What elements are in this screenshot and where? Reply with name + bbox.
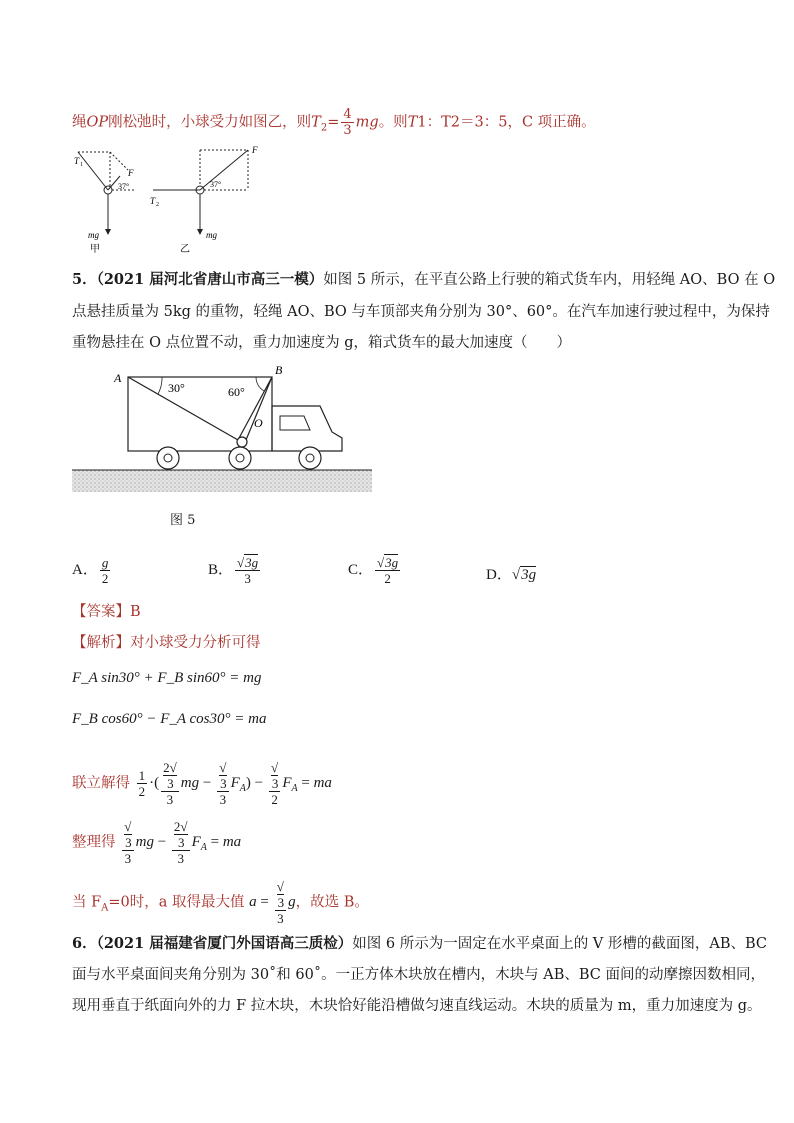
label-o: O (254, 416, 263, 430)
previous-answer-line (72, 107, 596, 138)
jia-caption: 甲 (90, 244, 100, 255)
option-b (208, 555, 262, 586)
diagram-yi (150, 145, 258, 255)
figure-5-truck (70, 362, 375, 500)
option-a-den: 2 (101, 571, 109, 586)
option-c-label: C． (348, 561, 374, 578)
q5-solve-line (72, 760, 332, 807)
q5-equation-1: F_A sin30° + F_B sin60° = mg (72, 670, 262, 686)
yi-angle: 37° (210, 180, 222, 189)
q5-options (72, 545, 712, 585)
prev-op: OP (86, 114, 109, 131)
option-d-value: 3g (521, 567, 537, 583)
option-a-label: A． (72, 561, 98, 578)
jia-f-label: F (128, 168, 134, 178)
conclusion-sub: A (101, 902, 109, 914)
q5-conclusion (72, 879, 369, 926)
yi-mg: mg (206, 230, 217, 240)
q5-text-2: 点悬挂质量为 5kg 的重物，轻绳 AO、BO 与车顶部夹角分别为 30°、60°。在汽车加速行驶过程中，为保持 (72, 304, 770, 320)
yi-t2-label: T (150, 196, 156, 206)
yi-f-label: F (252, 145, 258, 155)
option-b-den: 3 (244, 571, 251, 586)
prev-text-2: 刚松弛时，小球受力如图乙，则 (108, 114, 312, 131)
label-a: A (114, 371, 122, 385)
weight-o (237, 437, 247, 447)
prev-fraction (341, 107, 353, 138)
simplify-label: 整理得 (72, 834, 116, 851)
option-c-frac (375, 555, 400, 586)
cab-window (280, 416, 310, 430)
q6-text-1: 如图 6 所示为一固定在水平桌面上的 V 形槽的截面图，AB、BC (352, 936, 768, 952)
q5-analysis: 【解析】对小球受力分析可得 (72, 635, 261, 651)
q5-number: 5． (72, 271, 97, 288)
q5-line-3 (72, 333, 571, 353)
q6-text-2: 面与水平桌面间夹角分别为 30˚和 60˚。一正方体木块放在槽内，木块与 AB、BC 面间的动摩擦因数相同， (72, 967, 765, 983)
conclusion-end: ，故选 B。 (295, 894, 369, 911)
solve-label: 联立解得 (72, 775, 130, 792)
q6-text-3: 现用垂直于纸面向外的力 F 拉木块，木块恰好能沿槽做匀速直线运动。木块的质量为 m，重力加速度为 g。 (72, 998, 762, 1014)
jia-angle: 37° (118, 182, 130, 191)
jia-t1-label: T (74, 156, 80, 166)
prev-frac-num: 4 (343, 107, 352, 122)
force-diagrams (70, 142, 280, 260)
q5-text-1: 如图 5 所示，在平直公路上行驶的箱式货车内，用轻绳 AO、BO 在 O (323, 272, 776, 288)
q6-line-1 (72, 934, 767, 954)
truck-cab (272, 406, 342, 451)
prev-t2-sub: 2 (320, 122, 328, 134)
option-d: D．√3g (486, 567, 537, 583)
solve-expression: $\frac{1}{2}$ ·( 2√ 3 3 mg − √ 3 3 $F_A$) − √ 3 2 $F_A$ = ma (138, 760, 332, 807)
option-b-frac (235, 555, 260, 586)
option-c-num: √3g (377, 555, 399, 570)
jia-t1-sub: 1 (80, 162, 83, 168)
angle-30: 30° (168, 381, 185, 395)
option-b-num: √3g (237, 555, 259, 570)
q6-line-2 (72, 965, 765, 985)
q5-equation-2: F_B cos60° − F_A cos30° = ma (72, 711, 267, 727)
prev-text-3: 。则 (378, 114, 408, 131)
option-a (72, 555, 112, 586)
jia-mg: mg (88, 230, 99, 240)
simplify-expression: √ 3 3 mg − 2√ 3 3 $F_A$ = ma (120, 834, 241, 850)
prev-frac-den: 3 (343, 123, 352, 138)
prev-text-1: 绳 (72, 114, 87, 131)
prev-mg: mg (355, 114, 379, 131)
ground (72, 470, 372, 492)
prev-ratio-text: 1：T (417, 114, 451, 131)
cargo-box (128, 377, 272, 451)
option-b-num-text: 3g (245, 555, 259, 570)
conclusion-formula: a = √ 3 3 g (249, 879, 296, 926)
option-a-num: g (101, 555, 109, 570)
option-c (348, 555, 402, 586)
q6-line-3 (72, 996, 762, 1016)
label-b: B (275, 363, 283, 377)
q6-source: （2021 届福建省厦门外国语高三质检） (96, 935, 353, 952)
yi-caption: 乙 (180, 244, 190, 255)
q5-text-3: 重物悬挂在 O 点位置不动，重力加速度为 g，箱式货车的最大加速度（ ） (72, 335, 571, 351)
prev-t2: T (311, 114, 321, 131)
q6-number: 6． (72, 935, 97, 952)
q5-source: （2021 届河北省唐山市高三一模） (96, 271, 324, 288)
option-c-den: 2 (384, 571, 391, 586)
figure-5-caption: 图 5 (170, 513, 196, 528)
option-d-label: D． (486, 567, 512, 583)
option-a-frac (100, 555, 111, 586)
prev-eq: = (327, 114, 340, 131)
yi-t2-sub: 2 (156, 202, 159, 208)
wheels (157, 447, 321, 469)
q5-answer: 【答案】B (72, 604, 141, 620)
angle-60: 60° (228, 385, 245, 399)
q5-line-2 (72, 302, 770, 322)
option-b-label: B． (208, 561, 234, 578)
q5-line-1 (72, 270, 775, 290)
q5-simplify-line (72, 819, 242, 866)
conclusion-mid: =0时，a 取得最大值 (108, 894, 245, 911)
conclusion-pre: 当 F (72, 894, 102, 911)
prev-ratio-text-2: 2＝3：5，C 项正确。 (450, 114, 596, 131)
diagram-jia (74, 152, 134, 255)
option-c-num-text: 3g (385, 555, 399, 570)
prev-ratio-t: T (407, 114, 418, 131)
